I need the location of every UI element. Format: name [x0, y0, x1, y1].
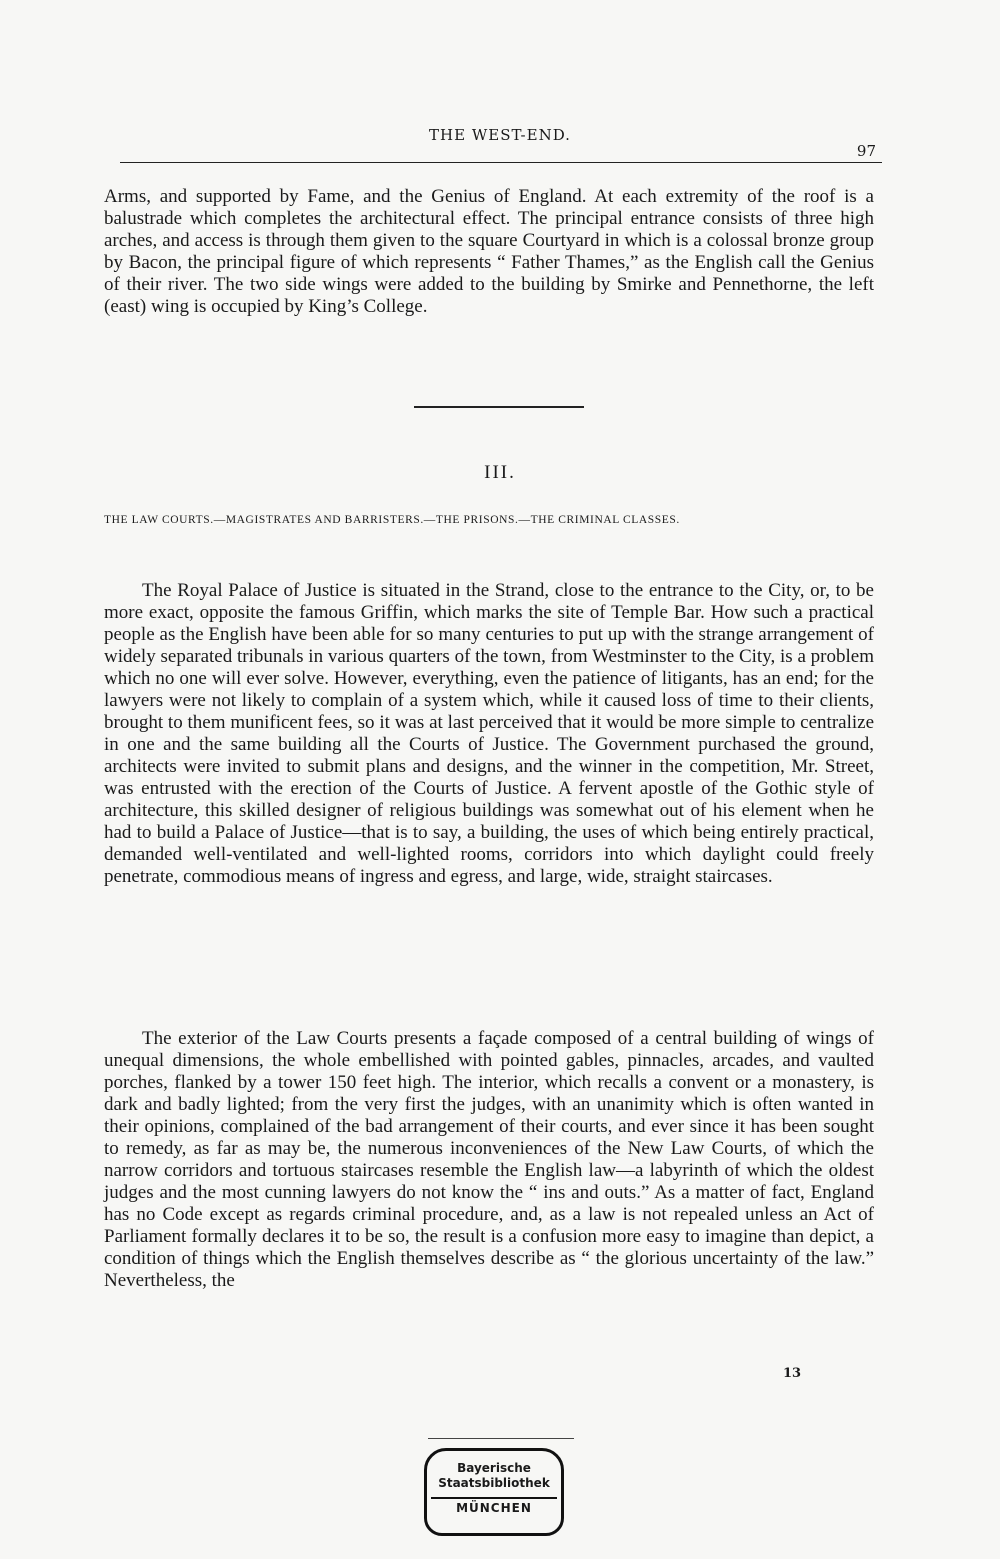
- section-title: THE LAW COURTS.—MAGISTRATES AND BARRISTERS.—THE PRISONS.—THE CRIMINAL CLASSES.: [104, 514, 680, 526]
- section-number: III.: [484, 462, 516, 483]
- page-number: 97: [856, 142, 876, 160]
- signature-mark: 13: [783, 1366, 802, 1381]
- stamp-line-1: Bayerische: [457, 1461, 531, 1475]
- running-head: THE WEST-END.: [429, 126, 571, 144]
- stamp-line-3: MÜNCHEN: [456, 1501, 532, 1515]
- library-stamp: [424, 1448, 564, 1536]
- header-rule: [120, 162, 882, 163]
- stamp-rule: [428, 1438, 574, 1439]
- paragraph: The exterior of the Law Courts presents a façade composed of a central building of wings of unequal dimensions, the whole embellished with pointed gables, pinnacles, arcades, and vaulted porches, flanked by a tower 150 feet high. The interior, which recalls a convent or a monastery, is dark and badly lighted; from the very first the judges, with an unanimity which is often wanted in their opinions, complained of the bad arrangement of their courts, and ever since it has been sought to remedy, as far as may be, the numerous inconveniences of the New Law Courts, of which the narrow corridors and tortuous staircases resemble the English law—a labyrinth of which the oldest judges and the most cunning lawyers do not know the “ ins and outs.” As a matter of fact, England has no Code except as regards criminal procedure, and, as a law is not repealed unless an Act of Parliament formally declares it to be so, the result is a confusion more easy to imagine than depict, a condition of things which the English themselves describe as “ the glorious uncertainty of the law.” Nevertheless, the: [104, 1028, 874, 1291]
- section-divider: [414, 406, 584, 408]
- stamp-divider: [431, 1497, 557, 1499]
- paragraph: Arms, and supported by Fame, and the Genius of England. At each extremity of the roof is a balustrade which completes the architectural effect. The principal entrance consists of three high arches, and access is through them given to the square Courtyard in which is a colossal bronze group by Bacon, the principal figure of which represents “ Father Thames,” as the English call the Genius of their river. The two side wings were added to the building by Smirke and Pennethorne, the left (east) wing is occupied by King’s College.: [104, 186, 874, 317]
- stamp-line-2: Staatsbibliothek: [438, 1476, 550, 1490]
- paragraph: The Royal Palace of Justice is situated in the Strand, close to the entrance to the City, or, to be more exact, opposite the famous Griffin, which marks the site of Temple Bar. How such a practical people as the English have been able for so many centuries to put up with the strange arrangement of widely separated tribunals in various quarters of the town, from Westminster to the City, is a problem which no one will ever solve. However, everything, even the patience of litigants, has an end; for the lawyers were not likely to complain of a system which, while it caused loss of time to their clients, brought to them munificent fees, so it was at last perceived that it would be more simple to centralize in one and the same building all the Courts of Justice. The Government purchased the ground, architects were invited to submit plans and designs, and the winner in the competition, Mr. Street, was entrusted with the erection of the Courts of Justice. A fervent apostle of the Gothic style of architecture, this skilled designer of religious buildings was somewhat out of his element when he had to build a Palace of Justice—that is to say, a building, the uses of which being entirely practical, demanded well-ventilated and well-lighted rooms, corridors into which daylight could freely penetrate, commodious means of ingress and egress, and large, wide, straight staircases.: [104, 580, 874, 887]
